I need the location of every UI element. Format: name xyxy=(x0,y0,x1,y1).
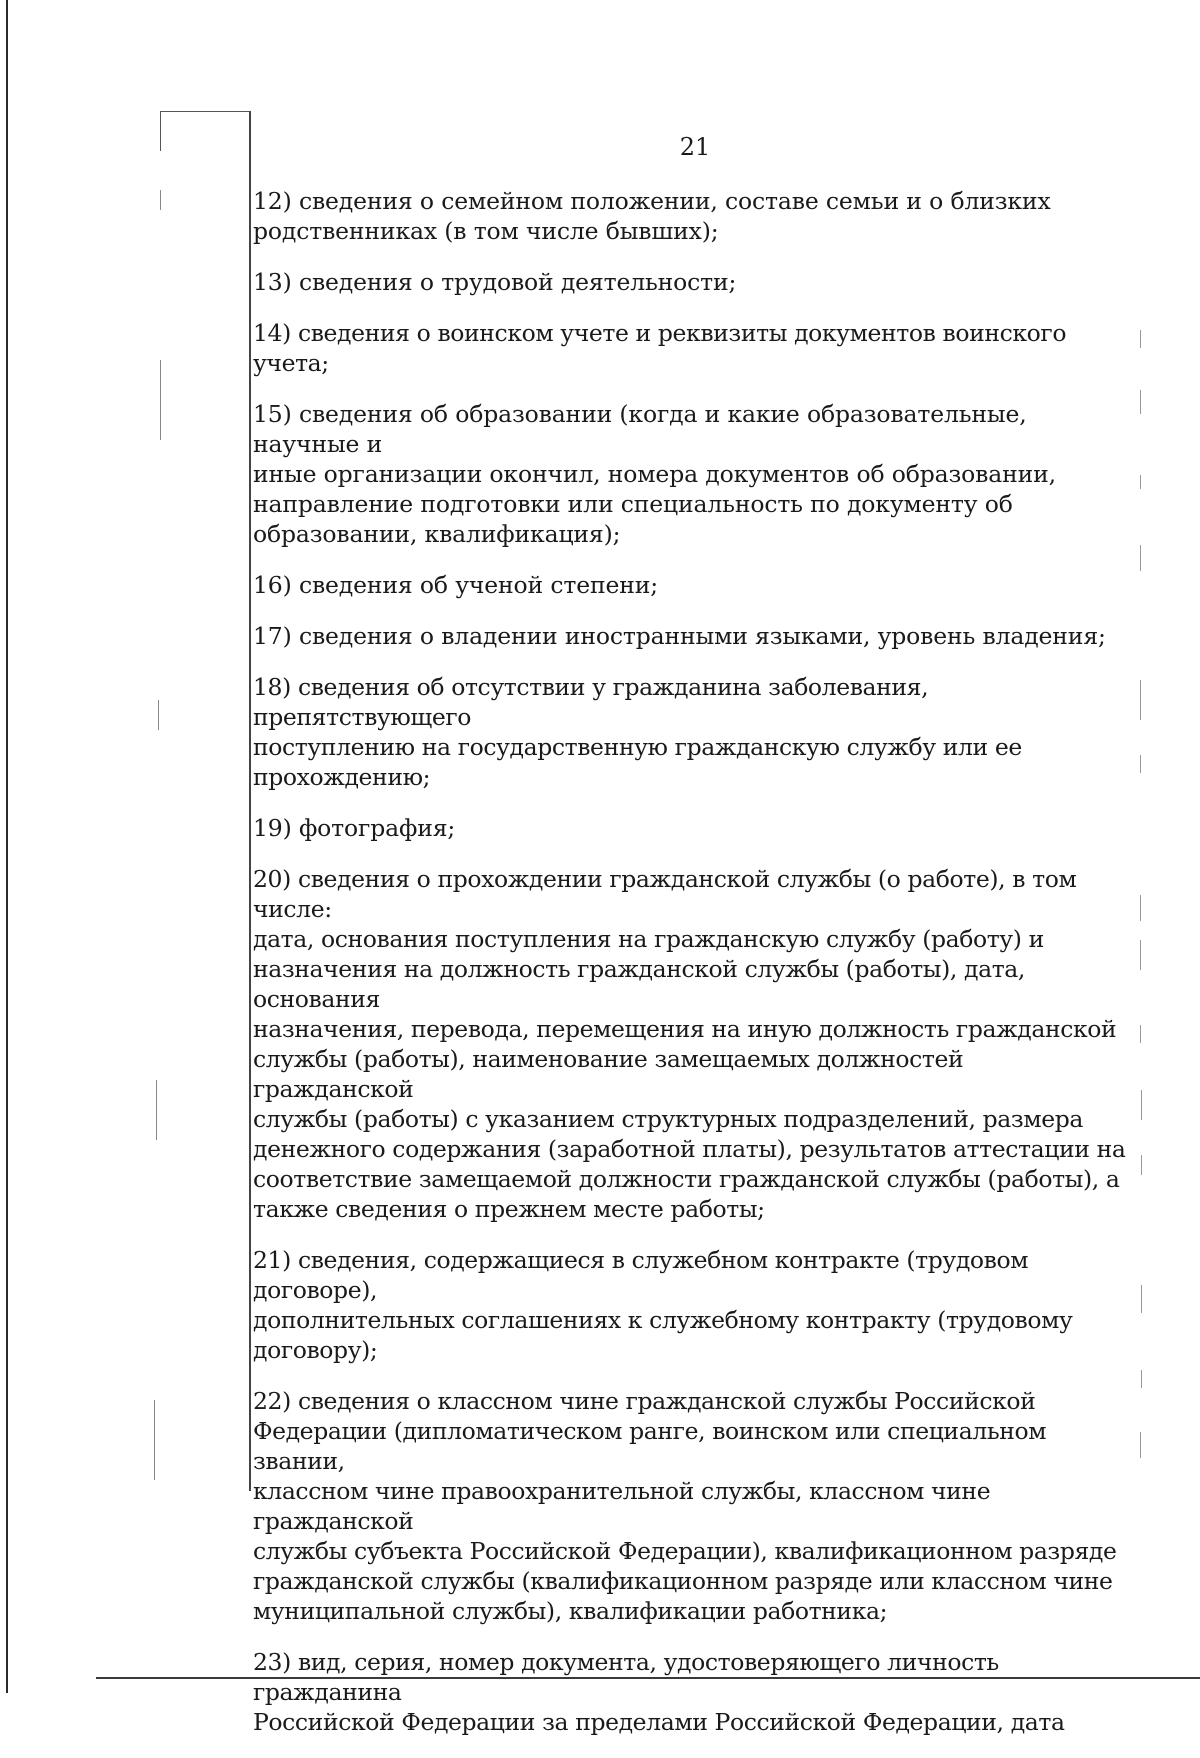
margin-tick xyxy=(1141,1090,1142,1120)
scan-frame-inner-line xyxy=(249,111,251,1491)
list-item: 23) вид, серия, номер документа, удостоверяющего личность гражданина Российской Федерации за пределами Российской Федерации, дата xyxy=(253,1648,1065,1736)
page-number: 21 xyxy=(679,133,711,161)
margin-tick xyxy=(1140,390,1141,414)
list-item: 13) сведения о трудовой деятельности; xyxy=(253,268,737,296)
margin-tick xyxy=(1140,545,1141,571)
list-item: 12) сведения о семейном положении, составе семьи и о близких родственниках (в том числе бывших); xyxy=(253,187,1051,245)
margin-tick xyxy=(1141,1155,1142,1175)
list-item: 14) сведения о воинском учете и реквизиты документов воинского учета; xyxy=(253,319,1067,377)
list-item: 18) сведения об отсутствии у гражданина заболевания, препятствующего поступлению на государственную гражданскую службу или ее прохождению; xyxy=(253,673,1022,791)
list-item: 16) сведения об ученой степени; xyxy=(253,571,659,599)
document-body xyxy=(253,186,1128,1758)
margin-tick xyxy=(1141,1285,1142,1313)
scan-edge-left xyxy=(6,0,8,1693)
margin-tick xyxy=(160,190,161,210)
margin-tick xyxy=(1140,330,1141,348)
margin-tick xyxy=(154,1400,155,1480)
margin-tick xyxy=(1141,1370,1142,1388)
margin-tick xyxy=(160,360,161,440)
margin-tick xyxy=(1140,1432,1141,1458)
list-item: 20) сведения о прохождении гражданской службы (о работе), в том числе: дата, основания поступления на гражданскую службу (работу) и назначения на должность гражданской службы (работы), дата, основания назначения, перевода, перемещения на иную должность гражданской службы (работы), наименование замещаемых должностей гражданской службы (работы) с указанием структурных подразделений, размера денежного содержания (заработной платы), результатов аттестации на соответствие замещаемой должности гражданской службы (работы), а также сведения о прежнем месте работы; xyxy=(253,865,1126,1223)
list-item: 22) сведения о классном чине гражданской службы Российской Федерации (дипломатическом ранге, воинском или специальном звании, классном чине правоохранительной службы, классном чине гражданской службы субъекта Российской Федерации), квалификационном разряде гражданской службы (квалификационном разряде или классном чине муниципальной службы), квалификации работника; xyxy=(253,1387,1117,1625)
margin-tick xyxy=(1140,1025,1141,1043)
margin-tick xyxy=(1140,475,1141,489)
margin-tick xyxy=(1140,755,1141,773)
margin-tick xyxy=(158,700,159,730)
margin-tick xyxy=(156,1080,157,1140)
margin-tick xyxy=(1140,895,1141,921)
list-item: 17) сведения о владении иностранными языками, уровень владения; xyxy=(253,622,1106,650)
list-item: 15) сведения об образовании (когда и какие образовательные, научные и иные организации окончил, номера документов об образовании, направление подготовки или специальность по документу об образовании, квалификация); xyxy=(253,400,1056,548)
scan-frame-top xyxy=(160,111,250,112)
list-item: 21) сведения, содержащиеся в служебном контракте (трудовом договоре), дополнительных соглашениях к служебному контракту (трудовому договору); xyxy=(253,1246,1073,1364)
margin-tick xyxy=(1140,680,1141,720)
list-item: 19) фотография; xyxy=(253,814,456,842)
margin-tick xyxy=(1140,940,1141,970)
